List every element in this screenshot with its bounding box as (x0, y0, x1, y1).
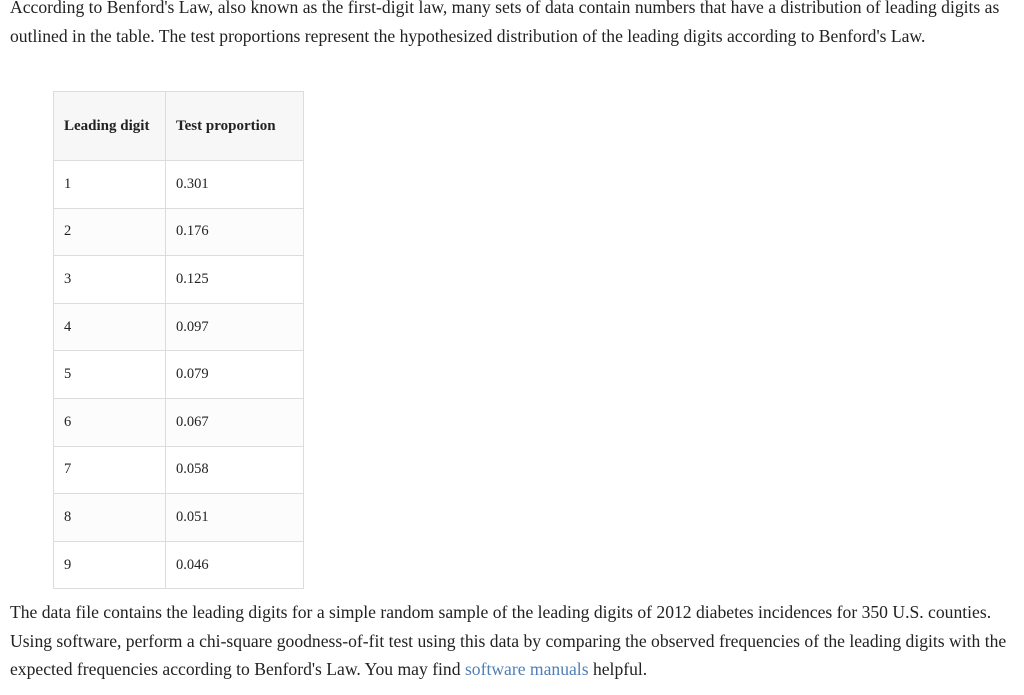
leading-digit-cell: 6 (54, 398, 166, 446)
test-proportion-cell: 0.125 (166, 256, 304, 304)
test-proportion-cell: 0.046 (166, 541, 304, 589)
leading-digit-cell: 1 (54, 161, 166, 209)
test-proportion-cell: 0.051 (166, 494, 304, 542)
instructions-paragraph (10, 598, 1018, 684)
table-header-row (54, 92, 304, 161)
table-row (54, 303, 304, 351)
table-row (54, 541, 304, 589)
test-proportion-cell: 0.176 (166, 208, 304, 256)
header-test-proportion: Test proportion (166, 92, 304, 161)
test-proportion-cell: 0.067 (166, 398, 304, 446)
software-manuals-link[interactable]: software manuals (464, 659, 589, 679)
test-proportion-cell: 0.097 (166, 303, 304, 351)
leading-digit-cell: 4 (54, 303, 166, 351)
header-leading-digit: Leading digit (54, 92, 166, 161)
leading-digit-cell: 3 (54, 256, 166, 304)
leading-digit-cell: 9 (54, 541, 166, 589)
leading-digit-cell: 7 (54, 446, 166, 494)
table-row (54, 446, 304, 494)
leading-digit-cell: 2 (54, 208, 166, 256)
table-row (54, 161, 304, 209)
leading-digit-cell: 8 (54, 494, 166, 542)
table-row (54, 256, 304, 304)
leading-digit-cell: 5 (54, 351, 166, 399)
instructions-text: The data file contains the leading digits for a simple random sample of the leading digits of 2012 diabetes incidences for 350 U.S. counties. Using software, perform a chi-square goodness-of-fit test using this data by comparing the observed frequencies of the leading digits with the expected frequencies according to Benford's Law. You may find (10, 602, 1007, 679)
table-row (54, 494, 304, 542)
benford-table (53, 91, 304, 589)
intro-paragraph: According to Benford's Law, also known as the first-digit law, many sets of data contain numbers that have a distribution of leading digits as outlined in the table. The test proportions represent the hypothesized distribution of the leading digits according to Benford's Law. (10, 0, 1000, 46)
table-row (54, 208, 304, 256)
table-row (54, 398, 304, 446)
table-row (54, 351, 304, 399)
instructions-text-end: helpful. (588, 659, 648, 679)
test-proportion-cell: 0.058 (166, 446, 304, 494)
test-proportion-cell: 0.079 (166, 351, 304, 399)
test-proportion-cell: 0.301 (166, 161, 304, 209)
